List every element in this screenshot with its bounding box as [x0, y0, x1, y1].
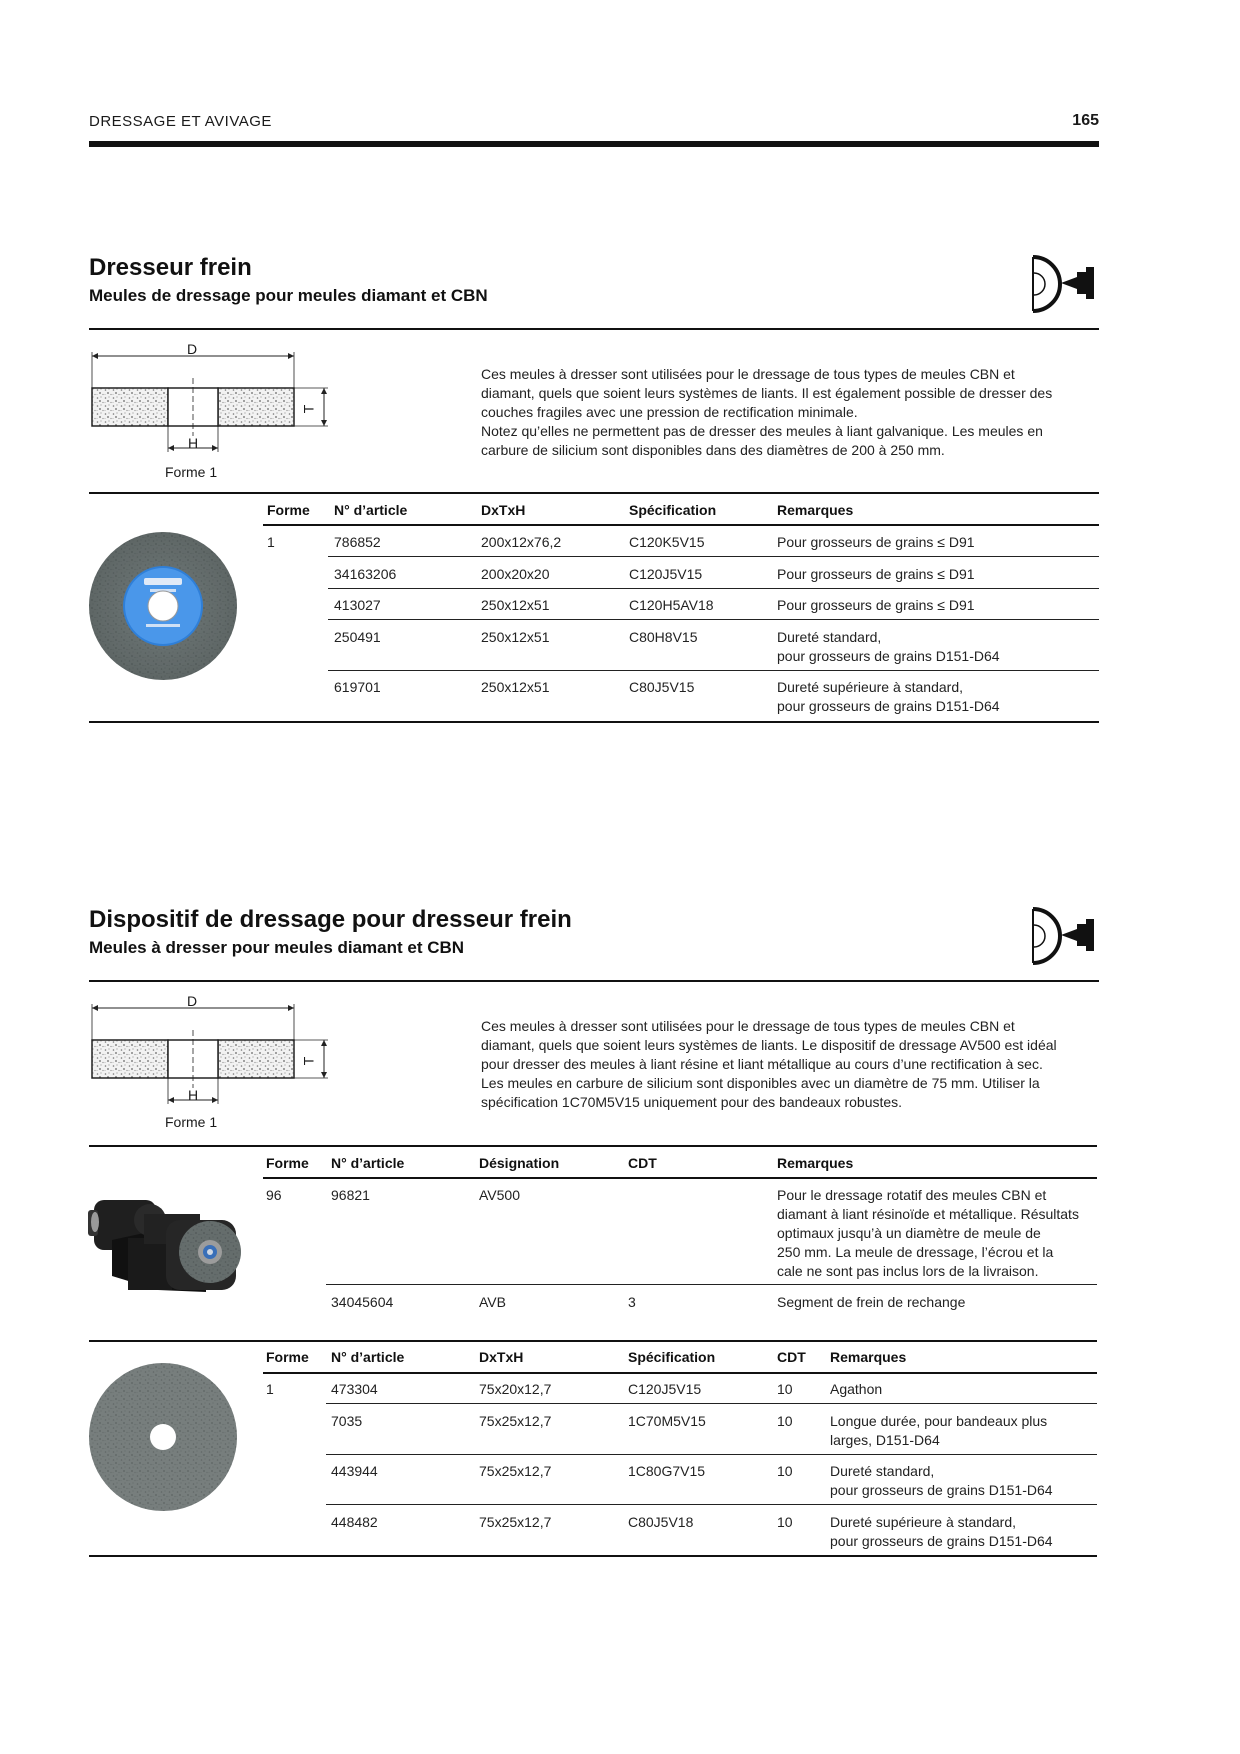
- cell-remarks: Pour grosseurs de grains ≤ D91: [777, 534, 975, 550]
- remarks-line: Dureté supérieure à standard,: [830, 1514, 1016, 1530]
- col-header-forme: Forme: [266, 1155, 309, 1171]
- cell-article: 96821: [331, 1187, 370, 1203]
- table-rule: [263, 1177, 1097, 1179]
- cell-cdt: 10: [777, 1463, 793, 1479]
- section1-subtitle: Meules de dressage pour meules diamant et CBN: [89, 286, 488, 305]
- running-header: DRESSAGE ET AVIVAGE: [89, 113, 272, 130]
- cell-dim: 75x25x12,7: [479, 1463, 552, 1479]
- dim-t-label: T: [300, 404, 317, 414]
- row-divider: [328, 670, 1099, 671]
- cell-article: 413027: [334, 597, 381, 613]
- forme-caption: Forme 1: [165, 464, 218, 480]
- cell-forme: 1: [266, 1381, 274, 1397]
- remarks-line: diamant à liant résinoïde et métallique. Résultats: [777, 1206, 1079, 1222]
- remarks-line: cale ne sont pas inclus lors de la livraison.: [777, 1263, 1039, 1279]
- col-header-remarks: Remarques: [777, 1155, 854, 1171]
- cell-cdt: 10: [777, 1413, 793, 1429]
- col-header-forme: Forme: [267, 502, 310, 518]
- section2-title: Dispositif de dressage pour dresseur frein: [89, 906, 572, 933]
- remarks-line: 250 mm. La meule de dressage, l’écrou et la: [777, 1244, 1054, 1260]
- row-divider: [326, 1504, 1097, 1505]
- col-header-dim: DxTxH: [479, 1349, 524, 1365]
- description-line: spécification 1C70M5V15 uniquement pour des bandeaux robustes.: [481, 1094, 903, 1110]
- remarks-line: Dureté supérieure à standard,: [777, 679, 963, 695]
- description-line: diamant, quels que soient leurs systèmes de liants. Il est également possible de dresser des: [481, 385, 1053, 401]
- section1-rule: [89, 328, 1099, 330]
- section1-title: Dresseur frein: [89, 254, 252, 281]
- cell-dim: 75x25x12,7: [479, 1514, 552, 1530]
- col-header-forme: Forme: [266, 1349, 309, 1365]
- row-divider: [326, 1284, 1097, 1285]
- cell-remarks: [830, 1412, 1047, 1450]
- cell-dim: 75x20x12,7: [479, 1381, 552, 1397]
- cell-spec: C120J5V15: [629, 566, 703, 582]
- section1-description: [481, 365, 1093, 460]
- cell-forme: 1: [267, 534, 275, 550]
- remarks-line: Dureté standard,: [830, 1463, 935, 1479]
- grinding-wheel-image: [88, 531, 238, 681]
- cell-cdt: 10: [777, 1381, 793, 1397]
- row-divider: [326, 1403, 1097, 1404]
- col-header-dim: DxTxH: [481, 502, 526, 518]
- table-rule: [89, 1340, 1097, 1342]
- forme-caption: Forme 1: [165, 1114, 218, 1130]
- col-header-spec: Spécification: [629, 502, 717, 518]
- row-divider: [328, 619, 1099, 620]
- remarks-line: pour grosseurs de grains D151-D64: [777, 648, 1000, 664]
- dim-t-label: T: [300, 1056, 317, 1066]
- cell-remarks: [830, 1462, 1053, 1500]
- col-header-cdt: CDT: [777, 1349, 806, 1365]
- header-rule: [89, 141, 1099, 147]
- dim-h-label: H: [188, 1087, 199, 1103]
- table-rule: [89, 721, 1099, 723]
- cell-spec: C80H8V15: [629, 629, 698, 645]
- cell-remarks: Pour grosseurs de grains ≤ D91: [777, 566, 975, 582]
- cell-remarks: [777, 628, 1000, 666]
- row-divider: [328, 588, 1099, 589]
- cell-dim: 250x12x51: [481, 629, 550, 645]
- description-line: Notez qu’elles ne permettent pas de dresser des meules à liant galvanique. Les meules en: [481, 423, 1043, 439]
- description-line: couches fragiles avec une pression de rectification minimale.: [481, 404, 858, 420]
- dressing-tool-icon: [1031, 907, 1103, 965]
- cell-article: 34045604: [331, 1294, 394, 1310]
- table-rule: [89, 1555, 1097, 1557]
- dim-d-label: D: [187, 993, 198, 1009]
- cell-article: 786852: [334, 534, 381, 550]
- cell-dim: 200x20x20: [481, 566, 550, 582]
- remarks-line: optimaux jusqu’à un diamètre de meule de: [777, 1225, 1041, 1241]
- cell-article: 250491: [334, 629, 381, 645]
- cell-remarks: [777, 1186, 1079, 1281]
- cell-remarks: [777, 678, 1000, 716]
- cell-spec: C80J5V15: [629, 679, 695, 695]
- cell-spec: C120K5V15: [629, 534, 705, 550]
- dim-d-label: D: [187, 341, 198, 357]
- cell-spec: 1C70M5V15: [628, 1413, 706, 1429]
- dressing-device-image: [88, 1180, 248, 1300]
- cell-forme: 96: [266, 1187, 282, 1203]
- remarks-line: Pour le dressage rotatif des meules CBN et: [777, 1187, 1047, 1203]
- cell-spec: C120J5V15: [628, 1381, 702, 1397]
- cell-article: 443944: [331, 1463, 378, 1479]
- col-header-cdt: CDT: [628, 1155, 657, 1171]
- small-grinding-wheel-image: [88, 1362, 238, 1512]
- cell-cdt: 10: [777, 1514, 793, 1530]
- section2-rule: [89, 980, 1099, 982]
- remarks-line: pour grosseurs de grains D151-D64: [777, 698, 1000, 714]
- description-line: Ces meules à dresser sont utilisées pour le dressage de tous types de meules CBN et: [481, 1018, 1015, 1034]
- cell-spec: C80J5V18: [628, 1514, 694, 1530]
- col-header-spec: Spécification: [628, 1349, 716, 1365]
- col-header-remarks: Remarques: [830, 1349, 907, 1365]
- dim-h-label: H: [188, 435, 199, 451]
- cell-cdt: 3: [628, 1294, 636, 1310]
- cell-remarks: Agathon: [830, 1381, 883, 1397]
- cell-dim: 250x12x51: [481, 597, 550, 613]
- remarks-line: Longue durée, pour bandeaux plus: [830, 1413, 1048, 1429]
- table-rule: [263, 1372, 1097, 1374]
- table-rule: [89, 492, 1099, 494]
- remarks-line: pour grosseurs de grains D151-D64: [830, 1482, 1053, 1498]
- cell-designation: AV500: [479, 1187, 520, 1203]
- cell-remarks: Segment de frein de rechange: [777, 1294, 966, 1310]
- remarks-line: Dureté standard,: [777, 629, 882, 645]
- cell-spec: 1C80G7V15: [628, 1463, 706, 1479]
- col-header-remarks: Remarques: [777, 502, 854, 518]
- cell-article: 34163206: [334, 566, 397, 582]
- row-divider: [326, 1454, 1097, 1455]
- section2-subtitle: Meules à dresser pour meules diamant et CBN: [89, 938, 465, 957]
- cell-spec: C120H5AV18: [629, 597, 714, 613]
- description-line: diamant, quels que soient leurs systèmes de liants. Le dispositif de dressage AV500 est idéal: [481, 1037, 1057, 1053]
- cell-dim: 200x12x76,2: [481, 534, 562, 550]
- section2-description: [481, 1017, 1093, 1112]
- description-line: Ces meules à dresser sont utilisées pour le dressage de tous types de meules CBN et: [481, 366, 1015, 382]
- cell-article: 473304: [331, 1381, 378, 1397]
- table-rule: [263, 524, 1099, 526]
- cell-dim: 75x25x12,7: [479, 1413, 552, 1429]
- dressing-tool-icon: [1031, 255, 1103, 313]
- page-number: 165: [1072, 112, 1099, 129]
- cell-article: 619701: [334, 679, 381, 695]
- description-line: pour dresser des meules à liant résine et liant métallique au cours d’une rectification à sec.: [481, 1056, 1043, 1072]
- cell-article: 7035: [331, 1413, 363, 1429]
- row-divider: [328, 556, 1099, 557]
- cell-remarks: [830, 1513, 1053, 1551]
- col-header-article: N° d’article: [331, 1155, 405, 1171]
- description-line: carbure de silicium sont disponibles dans des diamètres de 200 à 250 mm.: [481, 442, 945, 458]
- col-header-designation: Désignation: [479, 1155, 560, 1171]
- cell-dim: 250x12x51: [481, 679, 550, 695]
- col-header-article: N° d’article: [334, 502, 408, 518]
- remarks-line: larges, D151-D64: [830, 1432, 940, 1448]
- table-rule: [89, 1145, 1097, 1147]
- cell-article: 448482: [331, 1514, 378, 1530]
- col-header-article: N° d’article: [331, 1349, 405, 1365]
- remarks-line: pour grosseurs de grains D151-D64: [830, 1533, 1053, 1549]
- cell-remarks: Pour grosseurs de grains ≤ D91: [777, 597, 975, 613]
- description-line: Les meules en carbure de silicium sont disponibles avec un diamètre de 75 mm. Utiliser la: [481, 1075, 1040, 1091]
- cell-designation: AVB: [479, 1294, 506, 1310]
